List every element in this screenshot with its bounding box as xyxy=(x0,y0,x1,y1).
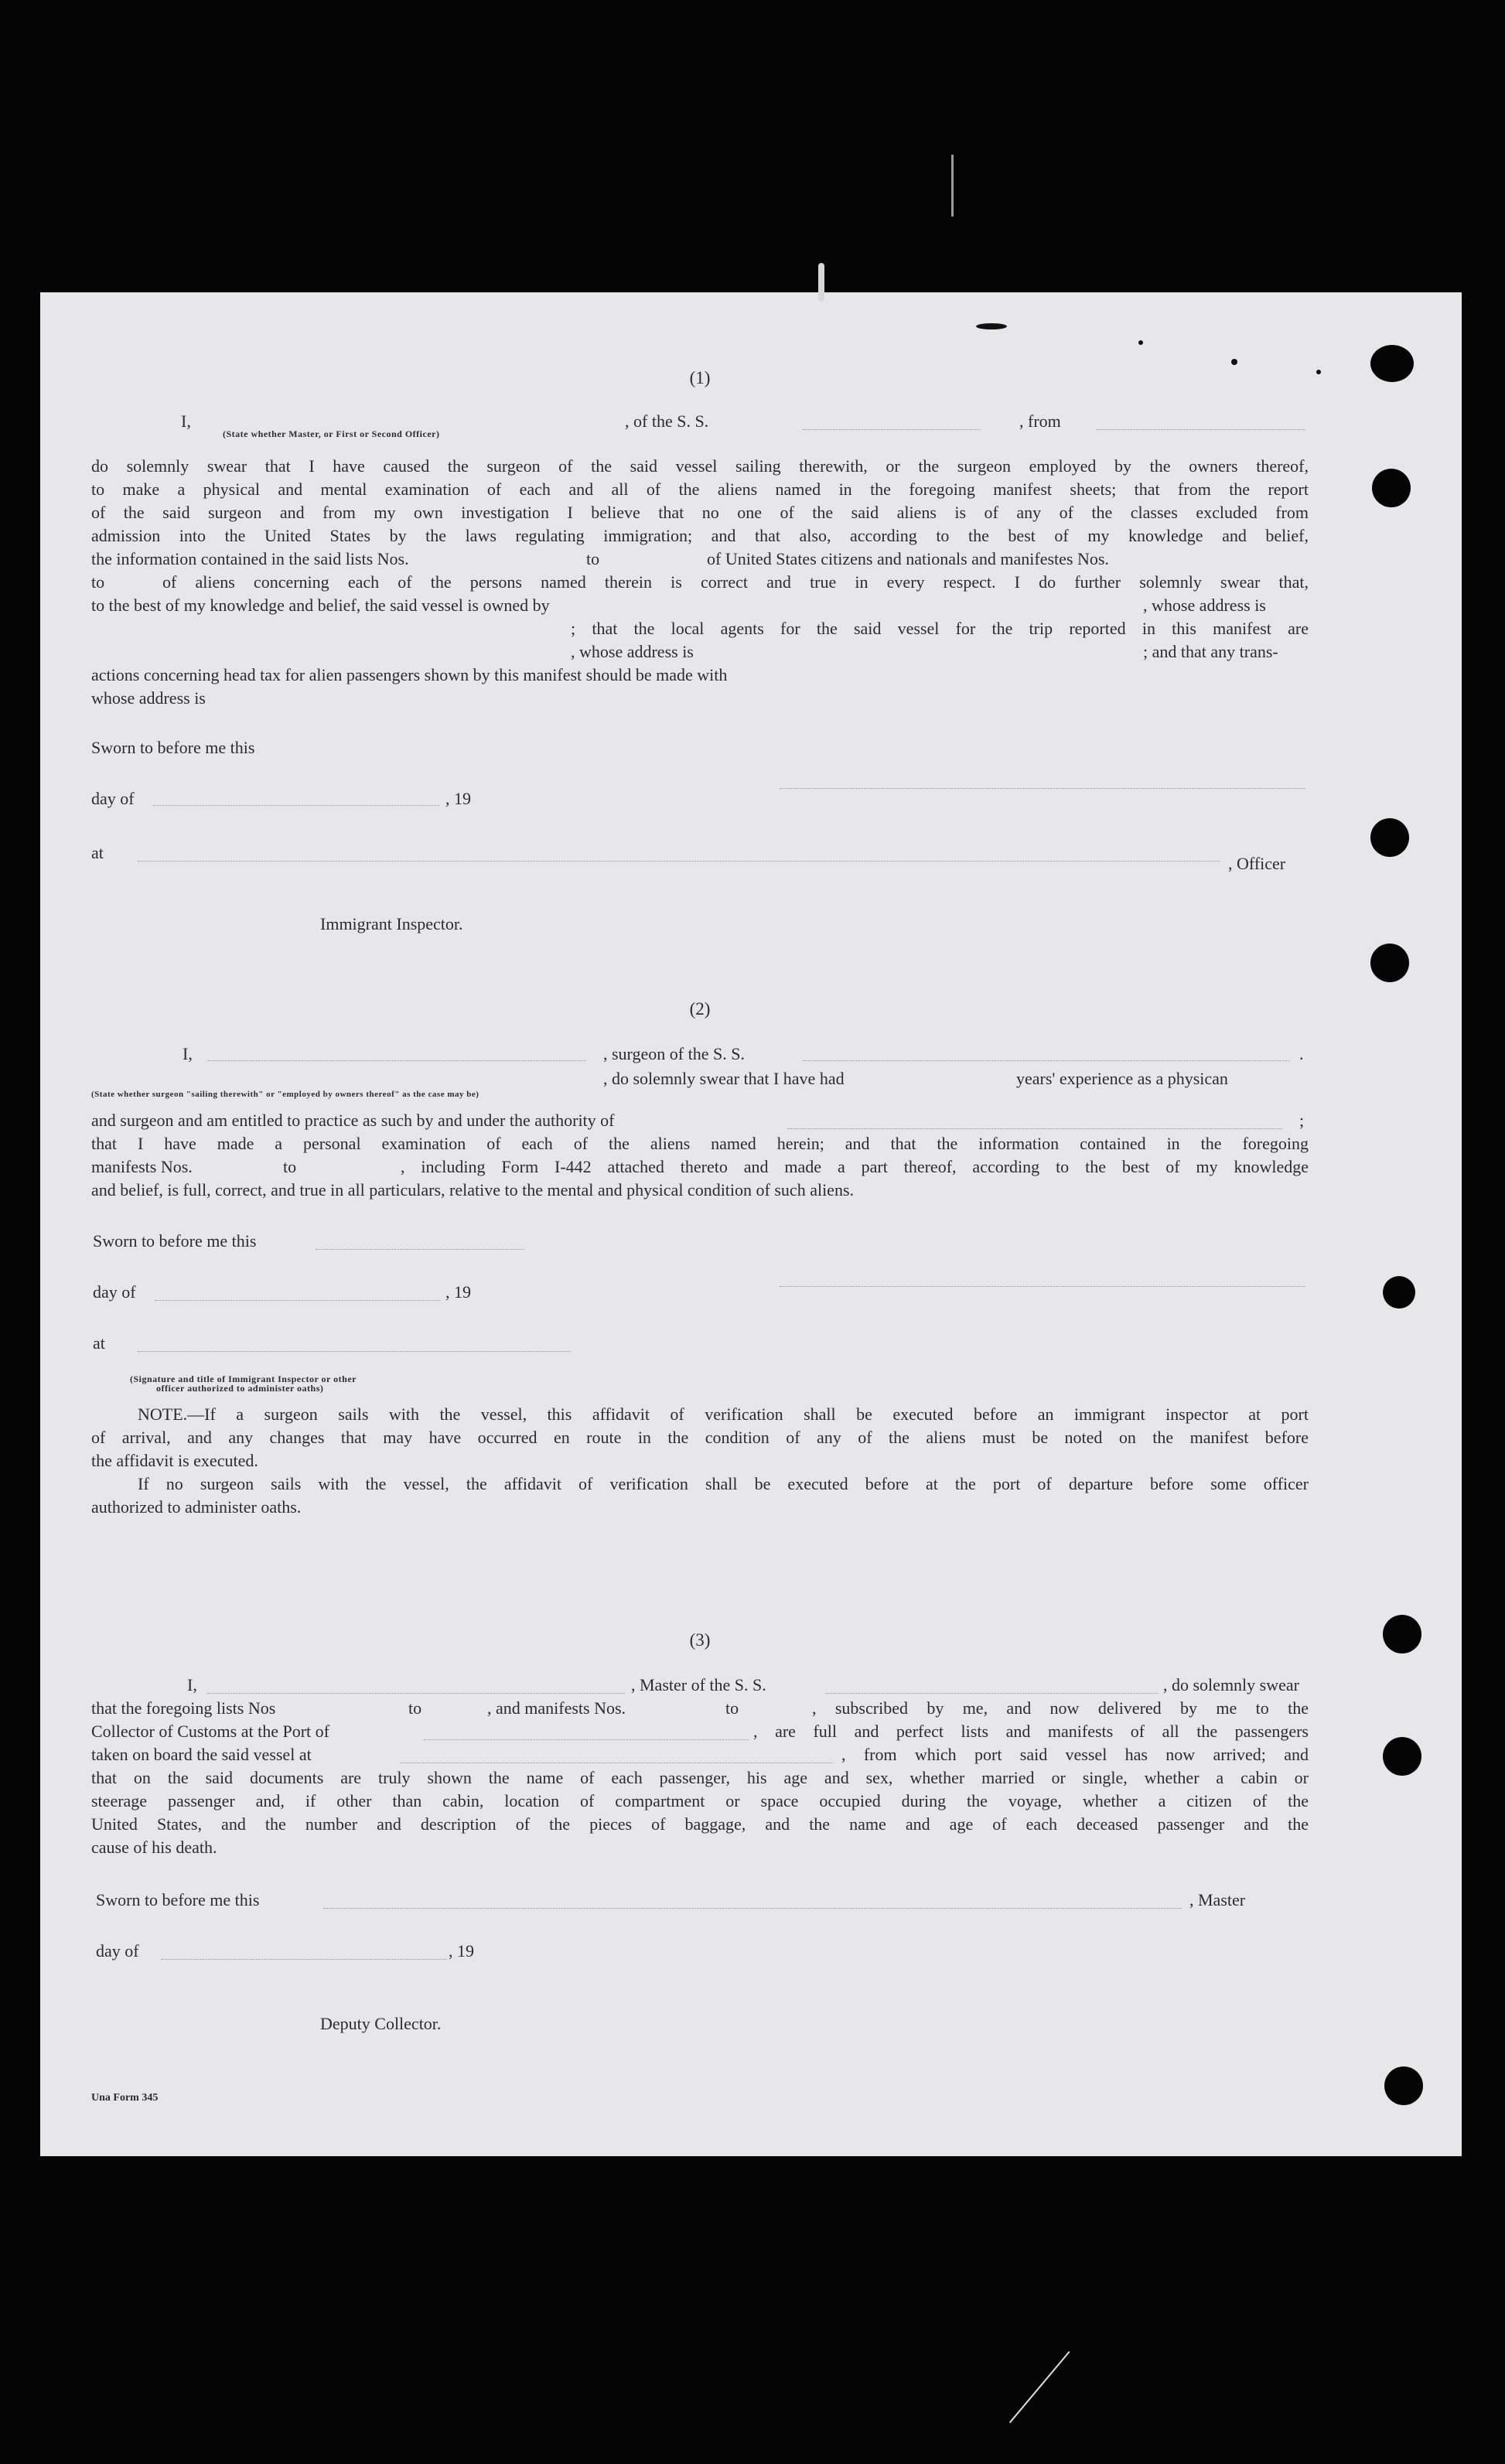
s2-years: years' experience as a physican xyxy=(1016,1069,1228,1088)
s3-subscribed: , subscribed by me, and now delivered by me to the xyxy=(812,1698,1309,1718)
s3-taken-line xyxy=(401,1762,834,1763)
s1-to2: to xyxy=(91,572,105,592)
s3-from-port: , from which port said vessel has now arrived; and xyxy=(841,1745,1309,1764)
binder-hole xyxy=(1370,944,1409,982)
s3-body-line: steerage passenger and, if other than cabin, location of compartment or space occupied during the voyage, whether a citizen of the xyxy=(91,1791,1309,1810)
s3-sworn: Sworn to before me this xyxy=(96,1890,260,1909)
s3-19: , 19 xyxy=(449,1941,474,1961)
binder-hole xyxy=(1383,1615,1421,1653)
s2-name-line xyxy=(207,1060,586,1061)
s1-sworn: Sworn to before me this xyxy=(91,738,255,757)
form-number: Una Form 345 xyxy=(91,2092,159,2104)
s1-head-tax: actions concerning head tax for alien passengers shown by this manifest should be made with xyxy=(91,665,728,684)
s1-at: at xyxy=(91,843,104,862)
s3-collector: Collector of Customs at the Port of xyxy=(91,1722,329,1741)
s3-taken-on-board: taken on board the said vessel at xyxy=(91,1745,312,1764)
s1-of-us: of United States citizens and nationals and manifestes Nos. xyxy=(707,549,1109,568)
s1-day-line xyxy=(153,804,439,806)
scan-speck xyxy=(976,323,1007,329)
scan-speck xyxy=(1316,370,1321,374)
s3-day-line xyxy=(161,1958,447,1960)
s2-body-line: and surgeon and am entitled to practice as such by and under the authority of xyxy=(91,1111,615,1130)
scan-mark xyxy=(951,155,954,217)
note-line: the affidavit is executed. xyxy=(91,1451,258,1470)
note-line: NOTE.—If a surgeon sails with the vessel, this affidavit of verification shall be executed before an immigrant inspector at port xyxy=(138,1404,1309,1424)
binder-hole xyxy=(1383,1276,1415,1309)
s2-sig-note-2: officer authorized to administer oaths) xyxy=(156,1383,324,1394)
note-line: authorized to administer oaths. xyxy=(91,1497,302,1517)
s1-inspector: Immigrant Inspector. xyxy=(320,914,463,933)
s1-officer: , Officer xyxy=(1228,854,1286,873)
s3-name-line xyxy=(207,1692,625,1694)
s3-deputy: Deputy Collector. xyxy=(320,2014,442,2033)
s3-i: I, xyxy=(187,1675,197,1694)
s3-master-line xyxy=(323,1907,1182,1909)
binder-hole xyxy=(1370,818,1409,857)
s2-day-of: day of xyxy=(93,1282,136,1302)
s1-from-line xyxy=(1097,428,1305,430)
s2-manifests-nos: manifests Nos. xyxy=(91,1157,193,1176)
s1-lists-nos: the information contained in the said lists Nos. xyxy=(91,549,409,568)
s2-i: I, xyxy=(183,1044,193,1063)
s1-body-line: admission into the United States by the laws regulating immigration; and that also, according to the best of my knowledge and belief, xyxy=(91,526,1309,545)
s3-body-line: that on the said documents are truly shown the name of each passenger, his age and sex, whether married or single, whether a cabin or xyxy=(91,1768,1309,1787)
binder-hole xyxy=(1384,2190,1423,2229)
s3-ship-line xyxy=(826,1692,1159,1694)
s1-local-agents: ; that the local agents for the said vessel for the trip reported in this manifest are xyxy=(571,619,1309,638)
section-1-heading: (1) xyxy=(689,368,711,387)
s2-period: . xyxy=(1299,1044,1304,1063)
section-2-heading: (2) xyxy=(689,999,711,1019)
section-3-heading: (3) xyxy=(689,1630,711,1650)
s1-whose-address-is: whose address is xyxy=(91,688,206,708)
s3-lists-nos: that the foregoing lists Nos xyxy=(91,1698,276,1718)
s3-master: , Master xyxy=(1189,1890,1246,1909)
s2-body-line: that I have made a personal examination of each of the aliens named herein; and that the information contained in the foregoing xyxy=(91,1134,1309,1153)
s3-to2: to xyxy=(725,1698,739,1718)
s3-day-of: day of xyxy=(96,1941,139,1961)
s1-signature-line xyxy=(780,787,1305,789)
s1-19: , 19 xyxy=(445,789,471,808)
s1-body-line: of the said surgeon and from my own investigation I believe that no one of the said aliens is of any of the classes excluded from xyxy=(91,503,1309,522)
s2-surgeon-note: (State whether surgeon "sailing therewith" or "employed by owners thereof" as the case may be) xyxy=(91,1090,479,1099)
s1-any-trans: ; and that any trans- xyxy=(1143,642,1278,661)
binder-hole xyxy=(1384,2066,1423,2105)
scan-speck xyxy=(1138,340,1143,345)
s3-body-line: cause of his death. xyxy=(91,1838,217,1857)
s2-to: to xyxy=(283,1157,297,1176)
binder-hole xyxy=(1372,469,1411,507)
s3-master-of: , Master of the S. S. xyxy=(631,1675,766,1694)
s1-officer-note: (State whether Master, or First or Second Officer) xyxy=(223,428,440,439)
s1-of-ss: , of the S. S. xyxy=(625,411,709,431)
s1-officer-line xyxy=(138,860,1220,862)
s3-to: to xyxy=(408,1698,422,1718)
s2-signature-line xyxy=(780,1285,1305,1287)
binder-hole xyxy=(1370,345,1414,382)
s1-ship-line xyxy=(803,428,981,430)
s2-authority-line xyxy=(787,1128,1282,1129)
s1-whose-address-1: , whose address is xyxy=(1143,596,1266,615)
s2-surgeon-of: , surgeon of the S. S. xyxy=(603,1044,745,1063)
s1-body-line: do solemnly swear that I have caused the surgeon of the said vessel sailing therewith, or the surgeon employed by the owners thereof, xyxy=(91,456,1309,476)
s1-body-line: to make a physical and mental examination of each and all of the aliens named in the foregoing manifest sheets; that from the report xyxy=(91,479,1309,499)
scan-speck xyxy=(1231,359,1237,365)
s2-sworn: Sworn to before me this xyxy=(93,1231,257,1251)
s1-from: , from xyxy=(1019,411,1061,431)
note-line: of arrival, and any changes that may have occurred en route in the condition of any of the aliens must be noted on the manifest before xyxy=(91,1428,1309,1447)
s2-semicolon: ; xyxy=(1299,1111,1305,1130)
s3-port-line xyxy=(424,1739,749,1740)
s3-full-lists: , are full and perfect lists and manifests of all the passengers xyxy=(753,1722,1309,1741)
s2-form: , including Form I-442 attached thereto and made a part thereof, according to the best of my knowledge xyxy=(401,1157,1309,1176)
manifest-verification-page xyxy=(40,292,1462,2156)
s3-and-manifests: , and manifests Nos. xyxy=(487,1698,626,1718)
s1-i: I, xyxy=(181,411,191,431)
s1-owned-by: to the best of my knowledge and belief, the said vessel is owned by xyxy=(91,596,550,615)
s2-solemnly: , do solemnly swear that I have had xyxy=(603,1069,845,1088)
s2-sworn-line xyxy=(316,1248,524,1250)
s2-ship-line xyxy=(803,1060,1290,1061)
note-line: If no surgeon sails with the vessel, the affidavit of verification shall be executed before at the port of departure before some officer xyxy=(138,1474,1309,1493)
s2-day-line xyxy=(155,1299,441,1301)
s2-19: , 19 xyxy=(445,1282,471,1302)
scan-mark xyxy=(818,263,824,302)
s1-to: to xyxy=(586,549,600,568)
s3-body-line: United States, and the number and description of the pieces of baggage, and the name and age of each deceased passenger and the xyxy=(91,1814,1309,1834)
s2-at: at xyxy=(93,1333,105,1353)
s1-body-line: of aliens concerning each of the persons named therein is correct and true in every respect. I do further solemnly swear that, xyxy=(162,572,1309,592)
s3-solemnly: , do solemnly swear xyxy=(1163,1675,1299,1694)
s1-whose-address-2: , whose address is xyxy=(571,642,694,661)
s2-body-line: and belief, is full, correct, and true in all particulars, relative to the mental and physical condition of such aliens. xyxy=(91,1180,855,1200)
s2-sig-note-1: (Signature and title of Immigrant Inspector or other xyxy=(130,1374,357,1384)
binder-hole xyxy=(1383,1737,1421,1776)
s1-day-of: day of xyxy=(91,789,135,808)
s2-at-line xyxy=(138,1350,571,1352)
scan-mark xyxy=(1009,2351,1070,2423)
